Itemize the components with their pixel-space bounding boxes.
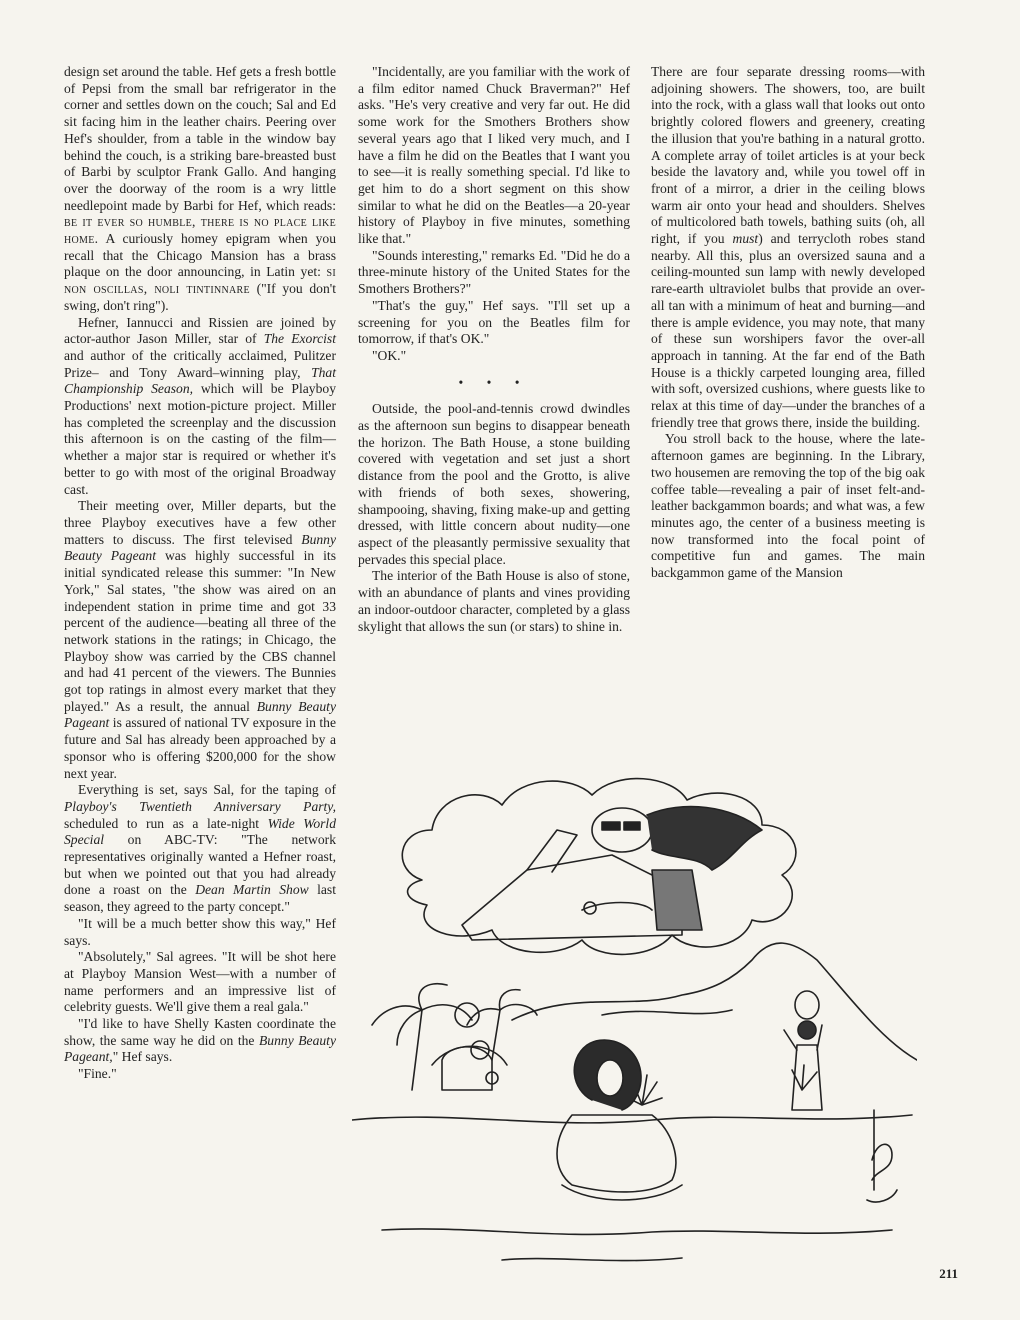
text-run: There are four separate dressing rooms—with adjoining showers. The showers, too, are built into the rock, with a glass wall that looks out onto brightly colored flowers and greenery, creating the illusion that you're bathing in a natural grotto. A complete array of toilet articles is at your beck beside the lavatory and, while you towel off in front of a mirror, a drier in the ceiling blows warm air onto your head and shoulders. Shelves of multicolored bath towels, bathing suits (oh, all right, if you bbox=[651, 64, 925, 247]
cartoon-illustration bbox=[352, 760, 917, 1280]
paragraph: "Incidentally, are you familiar with the work of a film editor named Chuck Braverman?" Hef asks. "He's very creative and very far out. He did some work for the Smothers Brothers show several years ago that I liked very much, and I have a film he did on the Beatles that I want you to see—it is really something special. I'd like to get him to do a short segment on this show similar to what he did on the Beatles—a 20-year history of Playboy in five minutes, something like that." bbox=[358, 64, 630, 247]
text-run: is assured of national TV exposure in the future and Sal has already been approached by a sponsor who is offering $200,000 for the show next year. bbox=[64, 715, 336, 781]
text-run: and author of the critically acclaimed, Pulitzer Prize– and Tony Award–winning play, bbox=[64, 347, 336, 380]
emphasis-italic: must bbox=[732, 231, 759, 247]
text-run: which will be Playboy Productions' next motion-picture project. Miller has completed the screenplay and the discussion this afternoon is on the casting of the film—whether a major star is required or whether it's better to go with most of the original Broadway cast. bbox=[64, 381, 336, 497]
title-italic: The Exorcist bbox=[263, 331, 336, 347]
title-italic: Bunny Beauty Pageant, bbox=[64, 1032, 336, 1065]
car-outline bbox=[462, 855, 682, 940]
text-run: Their meeting over, Miller departs, but the three Playboy executives have a few other matters to discuss. The first televised bbox=[64, 498, 336, 547]
thought-cloud bbox=[402, 779, 796, 955]
title-italic: Wide World Special bbox=[64, 815, 336, 848]
paragraph: "It will be a much better show this way," Hef says. bbox=[64, 915, 336, 948]
paragraph: You stroll back to the house, where the late-afternoon games are beginning. In the Library, two housemen are removing the top of the big oak coffee table—revealing a pair of inset felt-and-leather backgammon boards; and what was, a few minutes ago, the center of a business meeting is now transformed into the focal point of competitive fun and games. The main backgammon game of the Mansion bbox=[651, 431, 925, 581]
text-run: scheduled to run as a late-night bbox=[64, 815, 268, 831]
title-italic: Dean Martin Show bbox=[195, 882, 309, 898]
title-italic: Bunny Beauty Pageant bbox=[64, 531, 336, 564]
mountains bbox=[512, 943, 917, 1060]
needlepoint-quote: be it ever so humble, there is no place like home. bbox=[64, 214, 336, 247]
paragraph: "Absolutely," Sal agrees. "It will be shot here at Playboy Mansion West—with a number of name performers and an impressive list of celebrity guests. We'll give them a real gala." bbox=[64, 949, 336, 1015]
page-number: 211 bbox=[939, 1266, 958, 1281]
latin-motto: si non oscillas, noli tintinnare bbox=[64, 264, 336, 297]
text-column-2 bbox=[358, 64, 630, 635]
title-italic: Bunny Beauty Pageant bbox=[64, 698, 336, 731]
text-run: on ABC-TV: "The network representatives originally wanted a Hefner roast, but when we pointed out that you had already done a roast on the bbox=[64, 832, 336, 898]
text-run: ("If you don't swing, don't ring"). bbox=[64, 281, 336, 313]
hut bbox=[442, 1047, 492, 1090]
text-run: was highly successful in its initial syndicated release this summer: "In New York," Sal states, "the show was aired on an independent station in prime time and got 33 percent of the audience—beating all three of the network stations in the ratings; in Chicago, the Playboy show was carried by the CBS channel and had 41 percent of the viewers. The Bunnies got top ratings in almost every market that they played." As a result, the annual bbox=[64, 548, 336, 714]
water-jar bbox=[795, 991, 819, 1019]
paragraph: "OK." bbox=[372, 347, 407, 363]
text-run: last season, they agreed to the party concept." bbox=[64, 882, 337, 915]
text-run: Hefner, Iannucci and Rissien are joined by actor-author Jason Miller, star of bbox=[64, 314, 336, 347]
text-run: Everything is set, says Sal, for the taping of bbox=[78, 782, 336, 798]
text-run: A curiously homey epigram when you recall that the Chicago Mansion has a brass plaque on the door announcing, in Latin yet: bbox=[64, 231, 336, 280]
paragraph bbox=[64, 498, 336, 782]
text-run: design set around the table. Hef gets a fresh bottle of Pepsi from the small bar refrigerator in the corner and settles down on the couch; Sal and Ed sit facing him in the leather chairs. Peering over Hef's shoulder, from a table in the window bay behind the couch, is a striking bare-breasted bust of Barbi by sculptor Frank Gallo. And hanging over the doorway of the room is a wry little needlepoint made by Barbi for Hef, which reads: bbox=[64, 64, 336, 213]
paragraph bbox=[651, 64, 925, 431]
paragraph: The interior of the Bath House is also of stone, with an abundance of plants and vines providing an indoor-outdoor character, completed by a glass skylight that allows the sun (or stars) to shine in. bbox=[358, 568, 630, 634]
text-run: " Hef says. bbox=[112, 1049, 173, 1065]
text-column-1 bbox=[64, 64, 336, 1083]
paragraph bbox=[64, 1016, 336, 1066]
paragraph: "Sounds interesting," remarks Ed. "Did he do a three-minute history of the United States for the Smothers Brothers?" bbox=[358, 247, 630, 297]
text-run: ) and terrycloth robes stand nearby. All this, plus an oversized sauna and a ceiling-mounted sun lamp with newly developed rare-earth ultraviolet bulbs that provide an over-all tan with a minimum of heat and burning—and there is ample evidence, you may note, that many of these sun worshipers favor the over-all approach in tanning. At the far end of the Bath House is a thickly carpeted lounging area, filled with soft, oversized cushions, where guests like to relax at this time of day—under the branches of a friendly tree that grows there, inside the building. bbox=[651, 231, 925, 430]
title-italic: That Championship Season, bbox=[64, 364, 336, 397]
paragraph: "That's the guy," Hef says. "I'll set up a screening for you on the Beatles film for tomorrow, if that's OK." bbox=[358, 297, 630, 347]
palm-tree bbox=[412, 1010, 422, 1090]
paragraph bbox=[64, 64, 336, 315]
text-column-3 bbox=[651, 64, 925, 582]
paragraph bbox=[64, 315, 336, 499]
paragraph: Outside, the pool-and-tennis crowd dwindles as the afternoon sun begins to disappear beneath the horizon. The Bath House, a stone building covered with vegetation and set just a short distance from the pool and the Grotto, is alive with friends of both sexes, showering, shampooing, shaving, fixing make-up and getting dressed, with little concern about nudity—one aspect of the pleasantly permissive sexuality that pervades this special place. bbox=[358, 401, 630, 567]
section-break: • • • bbox=[458, 374, 530, 390]
paragraph: "Fine." bbox=[78, 1066, 117, 1082]
text-run: "I'd like to have Shelly Kasten coordinate the show, the same way he did on the bbox=[64, 1016, 336, 1048]
title-italic: Playboy's Twentieth Anniversary Party, bbox=[64, 798, 336, 814]
paragraph bbox=[64, 782, 336, 916]
